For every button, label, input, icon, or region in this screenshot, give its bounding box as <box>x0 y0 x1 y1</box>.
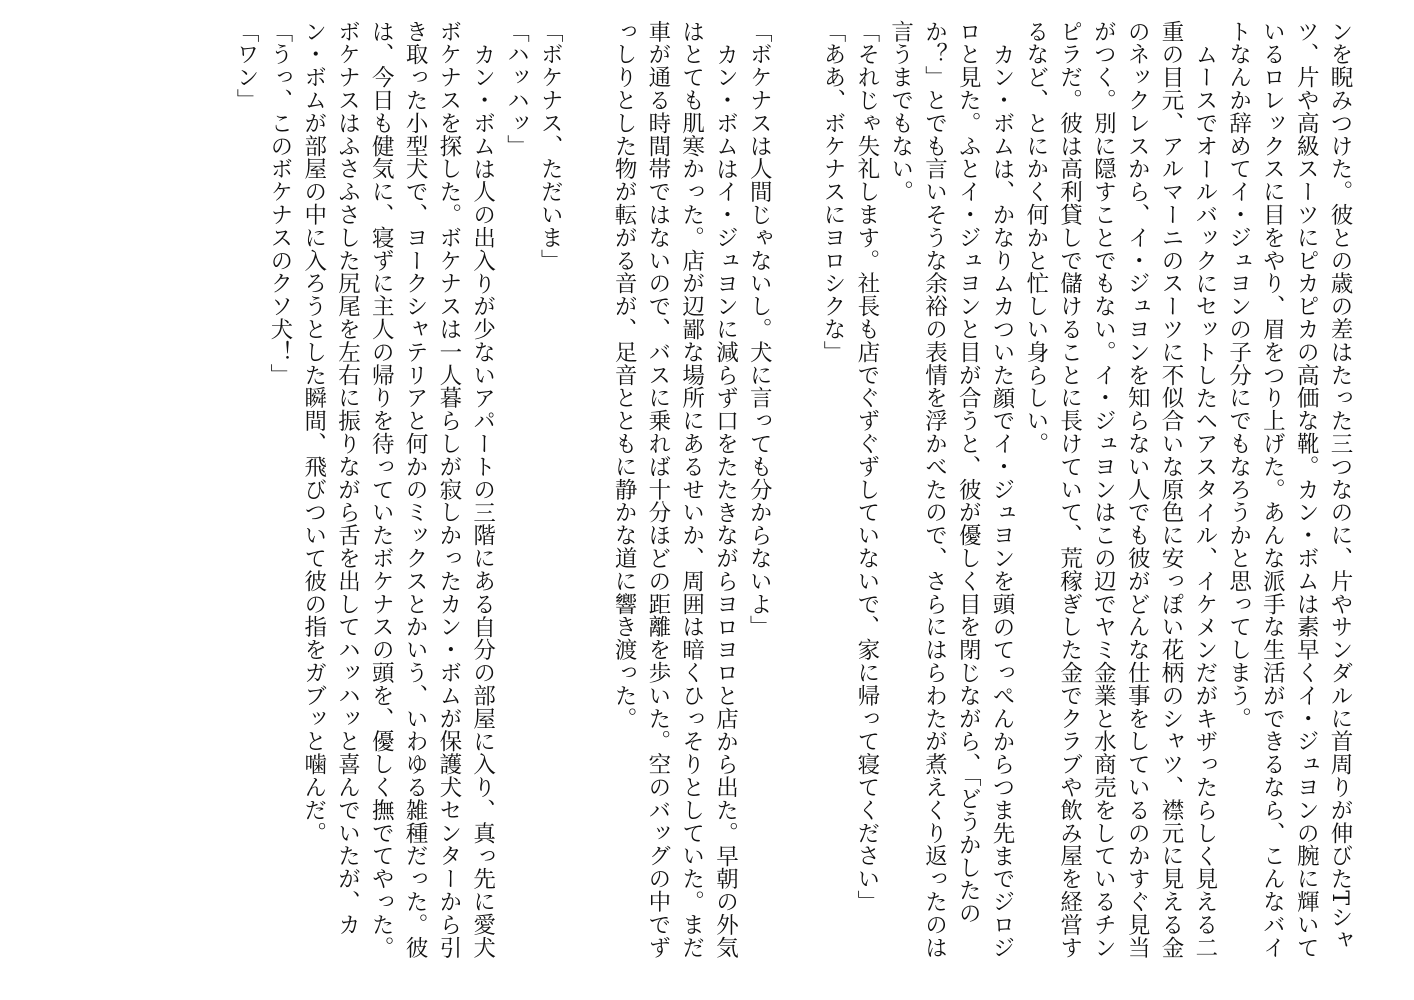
narration-paragraph: カン・ボムは、かなりムカついた顔でイ・ジュヨンを頭のてっぺんからつま先までジロジロと見た。ふとイ・ジュヨンと目が合うと、彼が優しく目を閉じながら、「どうかしたのか？」とでも言いそうな余裕の表情を浮かべたので、さらにはらわたが煮えくり返ったのは言うまでもない。 <box>887 20 1016 959</box>
dialogue-line: 「うっ、このボケナスのクソ犬！」 <box>266 20 293 387</box>
narration-paragraph: カン・ボムはイ・ジュヨンに減らず口をたたきながらヨロヨロと店から出た。早朝の外気はとても肌寒かった。店が辺鄙な場所にあるせいか、周囲は暗くひっそりとしていた。まだ車が通る時間帯ではないので、バスに乗れば十分ほどの距離を歩いた。空のバッグの中でずっしりとした物が転がる音が、足音とともに静かな道に響き渡った。 <box>611 20 739 959</box>
dialogue-line: 「ハッハッ」 <box>503 20 530 158</box>
dialogue-line: 「ワン」 <box>233 20 260 112</box>
vertical-text-body <box>56 20 1356 980</box>
narration-paragraph: ムースでオールバックにセットしたヘアスタイル、イケメンだがキザったらしく見える二重の目元、アルマーニのスーツに不似合いな原色に安っぽい花柄のシャツ、襟元に見える金のネックレスから、イ・ジュヨンを知らない人でも彼がどんな仕事をしているのかすぐ見当がつく。別に隠すことでもない。イ・ジュヨンはこの辺でヤミ金業と水商売をしているチンピラだ。彼は高利貸しで儲けることに長けていて、荒稼ぎした金でクラブや飲み屋を経営するなど、とにかく何かと忙しい身らしい。 <box>1022 20 1218 959</box>
dialogue-line: 「それじゃ失礼します。社長も店でぐずぐずしていないで、家に帰って寝てください」 <box>853 20 880 914</box>
narration-paragraph: カン・ボムは人の出入りが少ないアパートの三階にある自分の部屋に入り、真っ先に愛犬ボケナスを探した。ボケナスは一人暮らしが寂しかったカン・ボムが保護犬センターから引き取った小型犬で、ヨークシャテリアと何かのミックスとかいう、いわゆる雑種だった。彼は、今日も健気に、寝ずに主人の帰りを待っていたボケナスの頭を、優しく撫でてやった。ボケナスはふさふさした尻尾を左右に振りながら舌を出してハッハッと喜んでいたが、カン・ボムが部屋の中に入ろうとした瞬間、飛びついて彼の指をガブッと噛んだ。 <box>300 20 496 959</box>
narration-paragraph: ンを睨みつけた。彼との歳の差はたった三つなのに、片やサンダルに首周りが伸びたTシャツ、片や高級スーツにピカピカの高価な靴。カン・ボムは素早くイ・ジュヨンの腕に輝いているロレックスに目をやり、眉をつり上げた。あんな派手な生活ができるなら、こんなバイトなんか辞めてイ・ジュヨンの子分にでもなろうかと思ってしまう。 <box>1225 20 1353 959</box>
paragraph-gap <box>775 20 815 980</box>
dialogue-line: 「ボケナスは人間じゃないし。犬に言っても分からないよ」 <box>746 20 773 639</box>
dialogue-line: 「ボケナス、ただいま」 <box>537 20 564 272</box>
paragraph-gap <box>566 20 606 980</box>
dialogue-line: 「ああ、ボケナスにヨロシクな」 <box>820 20 847 364</box>
